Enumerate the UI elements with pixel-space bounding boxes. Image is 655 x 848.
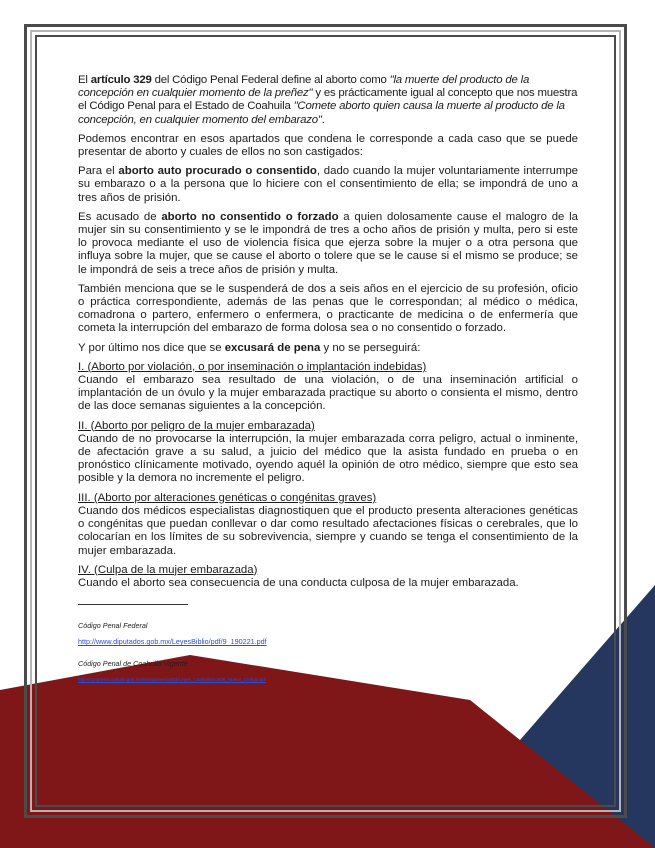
italic-quote: "Comete aborto quien causa la muerte al producto de la concepción, en cualquier momento del embarazo": [78, 100, 565, 126]
text: del Código Penal Federal define al aborto como: [151, 74, 390, 86]
bold-article-ref: artículo 329: [90, 74, 152, 86]
text: , dado cuando la mujer voluntariamente interrumpe su embarazo o a la persona que lo hiciere con el consentimiento de ella; se impondrá de uno a tres años de prisión.: [78, 165, 579, 204]
document-body: [78, 74, 578, 686]
text: Es acusado de: [78, 210, 162, 223]
text: .: [321, 113, 325, 126]
text: y no se perseguirá:: [320, 341, 421, 354]
excusa-paragraph: [78, 342, 578, 355]
text: Para el: [78, 165, 119, 178]
italic-quote: "la muerte del producto de la concepción en cualquier momento de la preñez": [78, 74, 530, 100]
section-title-2: II. (Aborto por peligro de la mujer embarazada): [78, 419, 315, 432]
text: Y por último nos dice que se: [78, 341, 225, 354]
section-title-1: I. (Aborto por violación, o por inseminación o implantación indebidas): [78, 360, 427, 373]
bold-term: excusará de pena: [224, 341, 321, 354]
footnote-link-1[interactable]: http://www.diputados.gob.mx/LeyesBiblio/pdf/9_190221.pdf: [78, 637, 267, 647]
section-title-3: III. (Aborto por alteraciones genéticas o congénitas graves): [78, 491, 377, 504]
section-title-4: IV. (Culpa de la mujer embarazada): [78, 563, 258, 576]
text: a quien dolosamente cause el malogro de la mujer sin su consentimiento y se le impondrá de tres a ocho años de prisión y multa, pero si este lo provoca mediante el uso de violencia física que ejerza sobre la mujer o a otra persona que influya sobre la mujer, que se cause el aborto o tolere que se le cause si el mismo se produce; se le impondrá de seis a trece años de prisión y multa.: [78, 210, 578, 276]
footnote-title-1: Código Penal Federal: [78, 621, 148, 631]
bold-term: aborto auto procurado o consentido: [118, 165, 317, 178]
intro-second-paragraph: Podemos encontrar en esos apartados que condena le corresponde a cada caso que se puede presentar de aborto y cuales de ellos no son castigados:: [78, 132, 578, 159]
text: y es prácticamente igual al concepto que nos muestra el Código Penal para el Estado de Coahuila: [78, 87, 578, 113]
section-body-1: Cuando el embarazo sea resultado de una violación, o de una inseminación artificial o implantación de un óvulo y la mujer embarazada practique su aborto o consienta el mismo, dentro de las doce semanas siguientes a la concepción.: [78, 374, 578, 413]
footnote-title-2: Código Penal de Coahuila Vigente: [78, 658, 188, 668]
footnote-link-2[interactable]: http://congresocoahuila.gob.mx/transparencia/03/Leyes_Coahuila/coa08_Nuevo_Codigo.pdf: [78, 676, 266, 682]
forzado-paragraph: [78, 211, 578, 277]
intro-paragraph: [78, 74, 578, 127]
section-body-4: Cuando el aborto sea consecuencia de una conducta culposa de la mujer embarazada.: [78, 576, 519, 589]
section-body-3: Cuando dos médicos especialistas diagnostiquen que el producto presenta alteraciones genéticas o congénitas que puedan conllevar o dar como resultado afectaciones físicas o cerebrales, que lo colocarían en los límites de su sobrevivencia, siempre y cuando se tenga el consentimiento de la mujer embarazada.: [78, 504, 578, 557]
bold-term: aborto no consentido o forzado: [161, 210, 339, 223]
section-body-2: Cuando de no provocarse la interrupción, la mujer embarazada corra peligro, actual o inminente, de afectación grave a su salud, a juicio del médico que la asista fundado en prueba o en pronóstico clínicamente motivado, oyendo aquél la opinión de otro médico, siempre que esto sea posible y la demora no incremente el peligro.: [78, 432, 578, 485]
consentido-paragraph: [78, 165, 578, 205]
text: El: [78, 74, 91, 86]
profesion-paragraph: También menciona que se le suspenderá de dos a seis años en el ejercicio de su profesión, oficio o práctica correspondiente, además de las penas que le correspondan; al médico o médica, comadrona o partero, enfermero o enfermera, o practicante de medicina o de enfermería que cometa la interrupción del embarazo de forma dolosa sea o no consentido o forzado.: [78, 282, 578, 335]
footnote-divider: [78, 604, 188, 605]
